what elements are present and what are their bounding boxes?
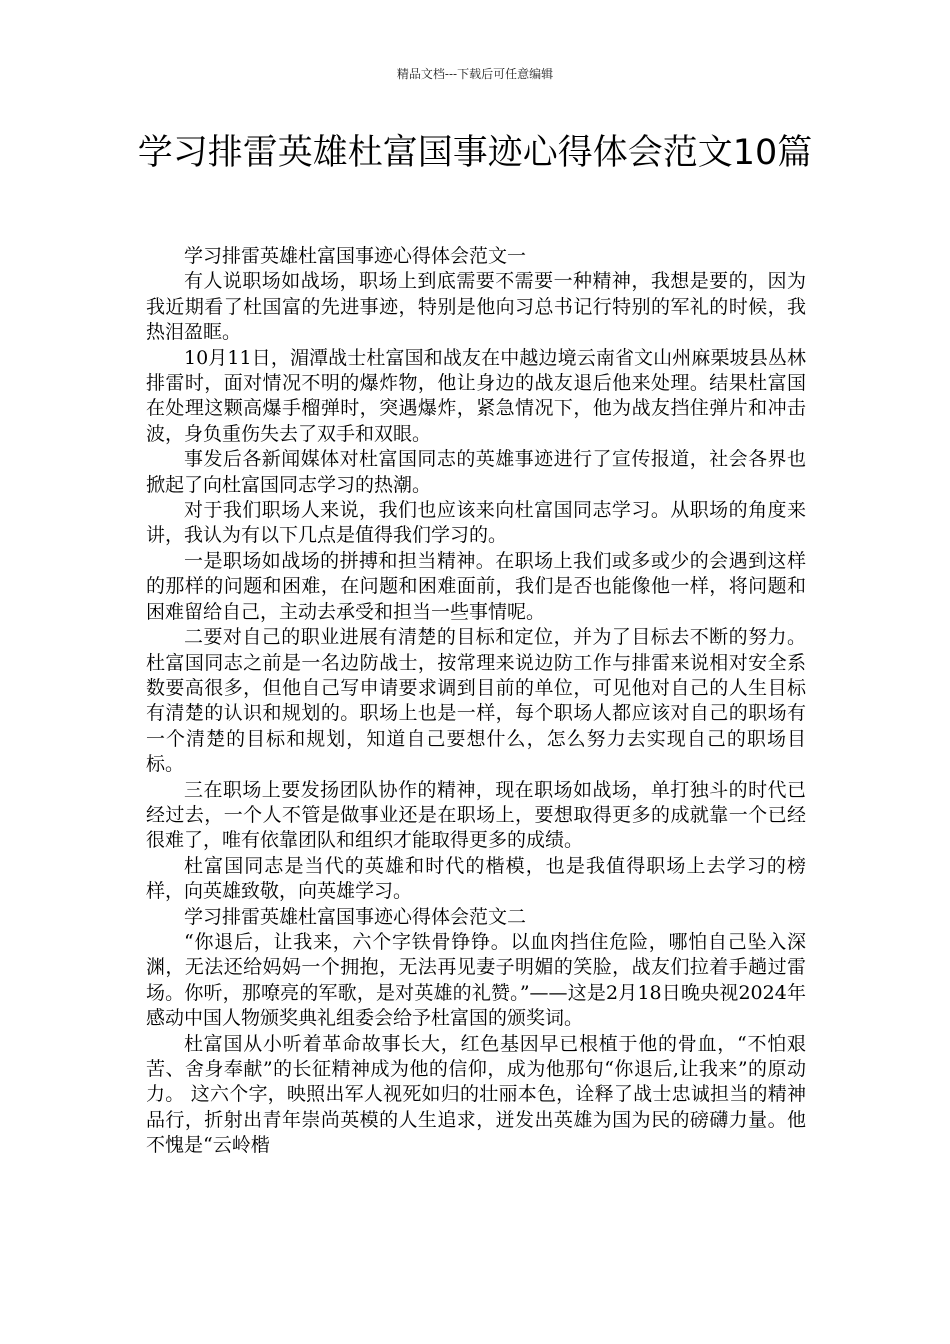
paragraph: “你退后，让我来，六个字铁骨铮铮。以血肉挡住危险，哪怕自己坠入深渊，无法还给妈妈一个拥抱，无法再见妻子明媚的笑脸，战友们拉着手趟过雷场。你听，那嘹亮的军歌，是对英雄的礼赞。”——这是2月18日晚央视2024年感动中国人物颁奖典礼组委会给予杜富国的颁奖词。 (146, 930, 806, 1030)
paragraph: 对于我们职场人来说，我们也应该来向杜富国同志学习。从职场的角度来讲，我认为有以下几点是值得我们学习的。 (146, 499, 806, 547)
section-heading: 学习排雷英雄杜富国事迹心得体会范文二 (184, 905, 527, 928)
paragraph: 杜富国从小听着革命故事长大，红色基因早已根植于他的骨血，“不怕艰苦、舍身奉献”的长征精神成为他的信仰，成为他那句“你退后,让我来”的原动力。 这六个字，映照出军人视死如归的壮丽本色，诠释了战士忠诚担当的精神品行，折射出青年崇尚英模的人生追求，迸发出英雄为国为民的磅礴力量。他不愧是“云岭楷 (146, 1032, 806, 1157)
paragraph: 二要对自己的职业进展有清楚的目标和定位，并为了目标去不断的努力。杜富国同志之前是一名边防战士，按常理来说边防工作与排雷来说相对安全系数要高很多，但他自己写申请要求调到目前的单位，可见他对自己的人生目标有清楚的认识和规划的。职场上也是一样，每个职场人都应该对自己的职场有一个清楚的目标和规划，知道自己要想什么，怎么努力去实现自己的职场目标。 (146, 626, 806, 776)
paragraph: 一是职场如战场的拼搏和担当精神。在职场上我们或多或少的会遇到这样的那样的问题和困难，在问题和困难面前，我们是否也能像他一样，将问题和困难留给自己，主动去承受和担当一些事情呢。 (146, 549, 806, 623)
header-note: 精品文档---下载后可任意编辑 (396, 67, 554, 81)
section-heading: 学习排雷英雄杜富国事迹心得体会范文一 (184, 245, 527, 267)
paragraph: 10月11日，湄潭战士杜富国和战友在中越边境云南省文山州麻栗坡县丛林排雷时，面对情况不明的爆炸物，他让身边的战友退后他来处理。结果杜富国在处理这颗高爆手榴弹时，突遇爆炸，紧急情况下，他为战友挡住弹片和冲击波，身负重伤失去了双手和双眼。 (146, 346, 806, 445)
document-title: 学习排雷英雄杜富国事迹心得体会范文10篇 (137, 133, 813, 173)
document-body (146, 244, 806, 1159)
paragraph: 三在职场上要发扬团队协作的精神，现在职场如战场，单打独斗的时代已经过去，一个人不管是做事业还是在职场上，要想取得更多的成就靠一个已经很难了，唯有依靠团队和组织才能取得更多的成绩。 (146, 778, 806, 852)
paragraph: 事发后各新闻媒体对杜富国同志的英雄事迹进行了宣传报道，社会各界也掀起了向杜富国同志学习的热潮。 (146, 448, 806, 496)
paragraph: 有人说职场如战场，职场上到底需要不需要一种精神，我想是要的，因为我近期看了杜国富的先进事迹，特别是他向习总书记行特别的军礼的时候，我热泪盈眶。 (146, 270, 806, 344)
paragraph: 杜富国同志是当代的英雄和时代的楷模，也是我值得职场上去学习的榜样，向英雄致敬，向英雄学习。 (146, 854, 806, 903)
